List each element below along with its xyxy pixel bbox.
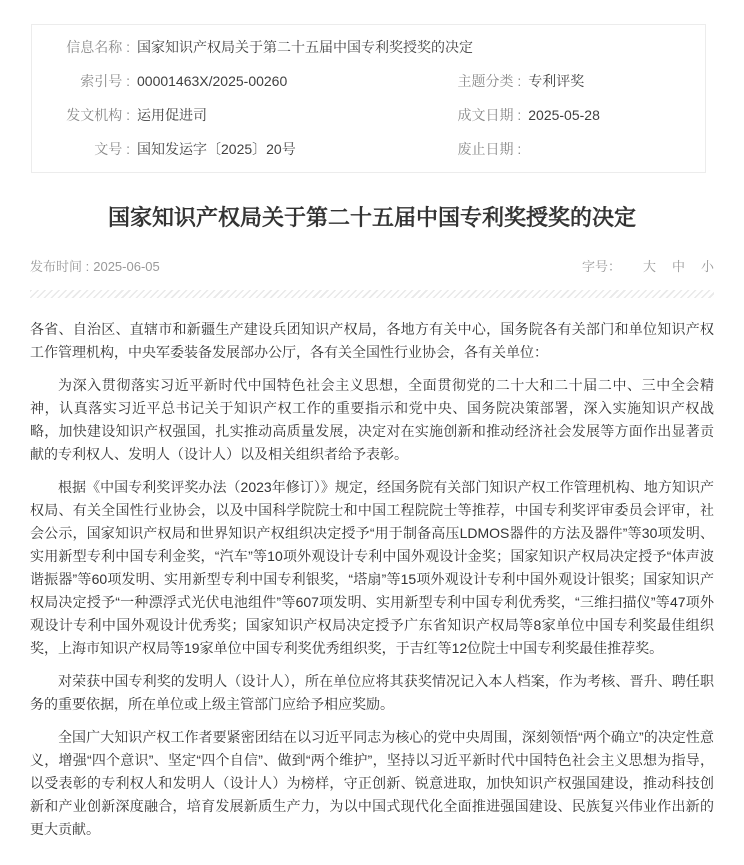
meta-row-docno-abolish [32, 132, 705, 166]
fontsize-option-large[interactable]: 大 [642, 258, 656, 274]
publish-bar [30, 256, 714, 275]
meta-value-issue-date: 2025-05-28 [528, 107, 600, 123]
meta-cell-doc-no [32, 139, 449, 159]
meta-row-index-topic [32, 64, 705, 98]
fontsize-option-small[interactable]: 小 [700, 258, 714, 274]
meta-label-index-no: 索引号 : [80, 73, 130, 89]
stripe-divider [30, 290, 714, 298]
meta-value-doc-no: 国知发运字〔2025〕20号 [137, 141, 296, 157]
meta-cell-abolish-date [449, 139, 705, 159]
meta-cell-name [32, 37, 705, 57]
fontsize-option-medium[interactable]: 中 [671, 258, 685, 274]
meta-cell-index-no [32, 71, 449, 91]
meta-value-name: 国家知识产权局关于第二十五届中国专利奖授奖的决定 [137, 39, 473, 55]
fontsize-label: 字号： [581, 258, 621, 274]
meta-label-doc-no: 文号 : [94, 141, 130, 157]
publish-time [30, 256, 160, 275]
article-body [30, 318, 714, 865]
paragraph-salutation: 各省、自治区、直辖市和新疆生产建设兵团知识产权局，各地方有关中心，国务院各有关部门和单位知识产权工作管理机构，中央军委装备发展部办公厅，各有关全国性行业协会，各有关单位： [30, 320, 714, 360]
publish-time-label: 发布时间 : [30, 258, 90, 274]
meta-cell-topic [449, 71, 705, 91]
publish-date: 2025-06-05 [93, 258, 160, 274]
meta-value-topic: 专利评奖 [528, 73, 585, 89]
meta-value-agency: 运用促进司 [137, 107, 207, 123]
meta-cell-issue-date [449, 105, 705, 125]
page-title: 国家知识产权局关于第二十五届中国专利奖授奖的决定 [107, 205, 636, 230]
meta-label-topic: 主题分类 : [457, 73, 522, 89]
paragraph-awards: 根据《中国专利奖评奖办法（2023年修订）》规定，经国务院有关部门知识产权工作管理机构、地方知识产权局、有关全国性行业协会，以及中国科学院院士和中国工程院院士等推荐，中国专利奖评审委员会评审，社会公示，国家知识产权局和世界知识产权组织决定授予“用于制备高压LDMOS器件的方法及器件”等30项发明、实用新型专利中国专利金奖，“汽车”等10项外观设计专利中国外观设计金奖；国家知识产权局决定授予“体声波谐振器”等60项发明、实用新型专利中国专利银奖，“塔扇”等15项外观设计专利中国外观设计银奖；国家知识产权局决定授予“一种漂浮式光伏电池组件”等607项发明、实用新型专利中国专利优秀奖，“三维扫描仪”等47项外观设计专利中国外观设计优秀奖；国家知识产权局决定授予广东省知识产权局等8家单位中国专利奖最佳组织奖，上海市知识产权局等19家单位中国专利奖优秀组织奖，于吉红等12位院士中国专利奖最佳推荐奖。 [30, 478, 714, 656]
fontsize-control [582, 256, 714, 275]
meta-value-index-no: 00001463X/2025-00260 [137, 73, 288, 89]
meta-info-box [31, 24, 706, 173]
meta-label-abolish-date: 废止日期 : [457, 141, 522, 157]
meta-label-name: 信息名称 : [66, 39, 130, 55]
meta-label-issue-date: 成文日期 : [457, 107, 522, 123]
meta-cell-agency [32, 105, 449, 125]
meta-row-name [32, 30, 705, 64]
paragraph-closing: 全国广大知识产权工作者要紧密团结在以习近平同志为核心的党中央周围，深刻领悟“两个确立”的决定性意义，增强“四个意识”、坚定“四个自信”、做到“两个维护”，坚持以习近平新时代中国特色社会主义思想为指导，以受表彰的专利权人和发明人（设计人）为榜样，守正创新、锐意进取，加快知识产权强国建设，推动科技创新和产业创新深度融合，培育发展新质生产力，为以中国式现代化全面推进强国建设、民族复兴伟业作出新的更大贡献。 [30, 728, 714, 837]
paragraph-intro: 为深入贯彻落实习近平新时代中国特色社会主义思想，全面贯彻党的二十大和二十届二中、三中全会精神，认真落实习近平总书记关于知识产权工作的重要指示和党中央、国务院决策部署，深入实施知识产权战略，加快建设知识产权强国，扎实推动高质量发展，决定对在实施创新和推动经济社会发展等方面作出显著贡献的专利权人、发明人（设计人）以及相关组织者给予表彰。 [30, 376, 714, 462]
paragraph-inventor-record: 对荣获中国专利奖的发明人（设计人），所在单位应将其获奖情况记入本人档案，作为考核、晋升、聘任职务的重要依据，所在单位或上级主管部门应给予相应奖励。 [30, 672, 714, 712]
meta-label-agency: 发文机构 : [66, 107, 130, 123]
meta-row-agency-date [32, 98, 705, 132]
